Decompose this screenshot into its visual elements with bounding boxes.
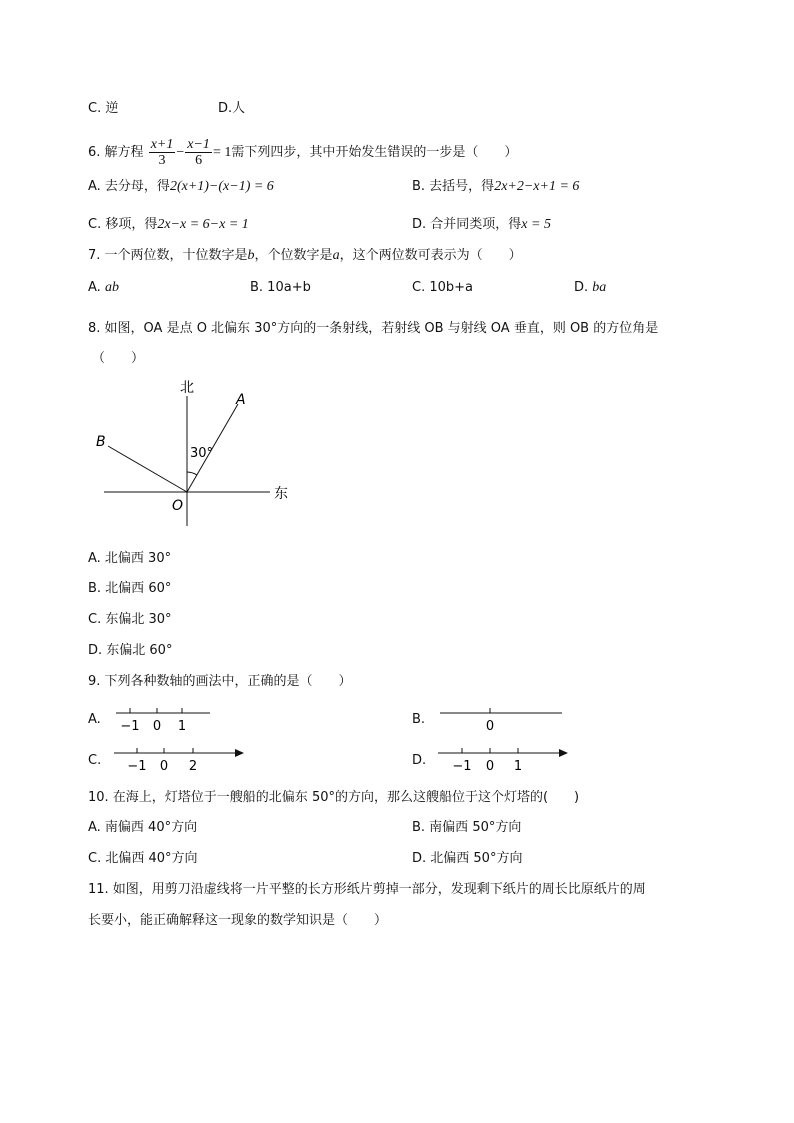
q7-option-a-math: ab (104, 280, 119, 295)
q7-var-b: b (247, 248, 255, 263)
q10-option-c: C. 北偏西 40°方向 (88, 851, 198, 866)
q6-option-c (88, 216, 249, 234)
q9-option-c-label: C. (88, 753, 102, 768)
q9a-tick-label: −1 (120, 719, 140, 734)
q8-point-b-label: B (96, 434, 106, 450)
q10-option-a: A. 南偏西 40°方向 (88, 820, 198, 835)
q10-option-d: D. 北偏西 50°方向 (412, 851, 523, 866)
q9-option-b-label: B. (412, 712, 426, 727)
q8-option-d: D. 东偏北 60° (88, 643, 173, 658)
q7-option-a (88, 279, 119, 297)
q6-option-a-label: A. 去分母，得 (88, 179, 170, 194)
q8-stem-line1: 8. 如图，OA 是点 O 北偏东 30°方向的一条射线，若射线 OB 与射线 OA 垂直，则 OB 的方位角是 (88, 321, 659, 336)
q9a-tick-label: 1 (177, 719, 187, 734)
q6-option-b-math: 2x+2−x+1 = 6 (494, 179, 580, 194)
q9-number-line-c (110, 742, 250, 776)
q7-text-b: ，个位数字是 (254, 248, 333, 263)
q7-text-a: 7. 一个两位数，十位数字是 (88, 248, 248, 263)
q9-stem: 9. 下列各种数轴的画法中，正确的是（ ） (88, 674, 352, 689)
q7-option-c: C. 10b+a (412, 280, 473, 295)
q8-option-c: C. 东偏北 30° (88, 612, 172, 627)
q9-option-a-label: A. (88, 712, 101, 727)
q6-fraction-2 (185, 137, 212, 168)
q6-fraction-1 (149, 137, 176, 168)
q6-stem (88, 137, 517, 168)
q9c-tick-label: −1 (127, 759, 147, 774)
q10-stem: 10. 在海上，灯塔位于一艘船的北偏东 50°的方向，那么这艘船位于这个灯塔的( ) (88, 790, 580, 805)
q9c-tick-label: 2 (188, 759, 198, 774)
q7-option-d-label: D. (574, 280, 593, 295)
q10-option-b: B. 南偏西 50°方向 (412, 820, 522, 835)
q6-frac2-numerator: x−1 (187, 137, 210, 152)
q9d-arrow-icon (559, 749, 568, 757)
q8-direction-figure (90, 378, 310, 528)
q9d-tick-label: 0 (485, 759, 495, 774)
q6-option-d (412, 216, 551, 234)
q11-stem-line2: 长要小，能正确解释这一现象的数学知识是（ ） (88, 913, 388, 928)
q9-number-line-a (110, 702, 220, 736)
q8-option-a: A. 北偏西 30° (88, 551, 172, 566)
q8-angle-label: 30° (190, 446, 214, 461)
q9b-tick-label: 0 (485, 719, 495, 734)
q6-option-d-math: x = 5 (521, 217, 551, 232)
q8-angle-arc (187, 472, 197, 475)
q8-option-b: B. 北偏西 60° (88, 581, 172, 596)
q9d-tick-label: 1 (513, 759, 523, 774)
q6-frac1-denominator: 3 (158, 153, 166, 168)
q7-stem (88, 247, 522, 265)
q9d-tick-label: −1 (452, 759, 472, 774)
q7-text-c: ，这个两位数可表示为（ ） (339, 248, 522, 263)
q8-point-a-label: A (236, 392, 246, 408)
q8-point-o-label: O (172, 498, 184, 514)
q7-option-d-math: ba (592, 280, 607, 295)
q6-equals: = 1 (212, 145, 232, 160)
q6-prefix: 6. 解方程 (88, 145, 144, 160)
q6-suffix: 需下列四步，其中开始发生错误的一步是（ ） (231, 145, 518, 160)
q8-east-label: 东 (274, 486, 288, 502)
q9-number-line-d (434, 742, 574, 776)
q6-frac1-numerator: x+1 (150, 137, 174, 152)
q9c-arrow-icon (235, 749, 244, 757)
q11-stem-line1: 11. 如图，用剪刀沿虚线将一片平整的长方形纸片剪掉一部分，发现剩下纸片的周长比原纸片的周 (88, 882, 646, 897)
q5-option-d: D.人 (218, 101, 246, 116)
q8-north-label: 北 (180, 380, 194, 396)
q6-option-d-label: D. 合并同类项，得 (412, 217, 522, 232)
q6-frac2-denominator: 6 (195, 153, 203, 168)
q5-option-c: C. 逆 (88, 101, 119, 116)
q8-ray-ob (108, 446, 187, 492)
q6-option-b (412, 178, 579, 196)
q8-stem-line2: （ ） (92, 351, 145, 366)
q6-option-a-math: 2(x+1)−(x−1) = 6 (169, 179, 274, 194)
q6-option-b-label: B. 去括号，得 (412, 179, 495, 194)
q9-option-d-label: D. (412, 753, 427, 768)
q7-var-a: a (332, 248, 340, 263)
q6-option-a (88, 178, 274, 196)
q9-number-line-b (436, 702, 566, 736)
q6-option-c-math: 2x−x = 6−x = 1 (157, 217, 249, 232)
q9c-tick-label: 0 (159, 759, 169, 774)
q6-option-c-label: C. 移项，得 (88, 217, 158, 232)
q7-option-d (574, 279, 606, 297)
q7-option-b: B. 10a+b (250, 280, 311, 295)
q9a-tick-label: 0 (152, 719, 162, 734)
q7-option-a-label: A. (88, 280, 105, 295)
q6-minus: − (176, 145, 185, 160)
